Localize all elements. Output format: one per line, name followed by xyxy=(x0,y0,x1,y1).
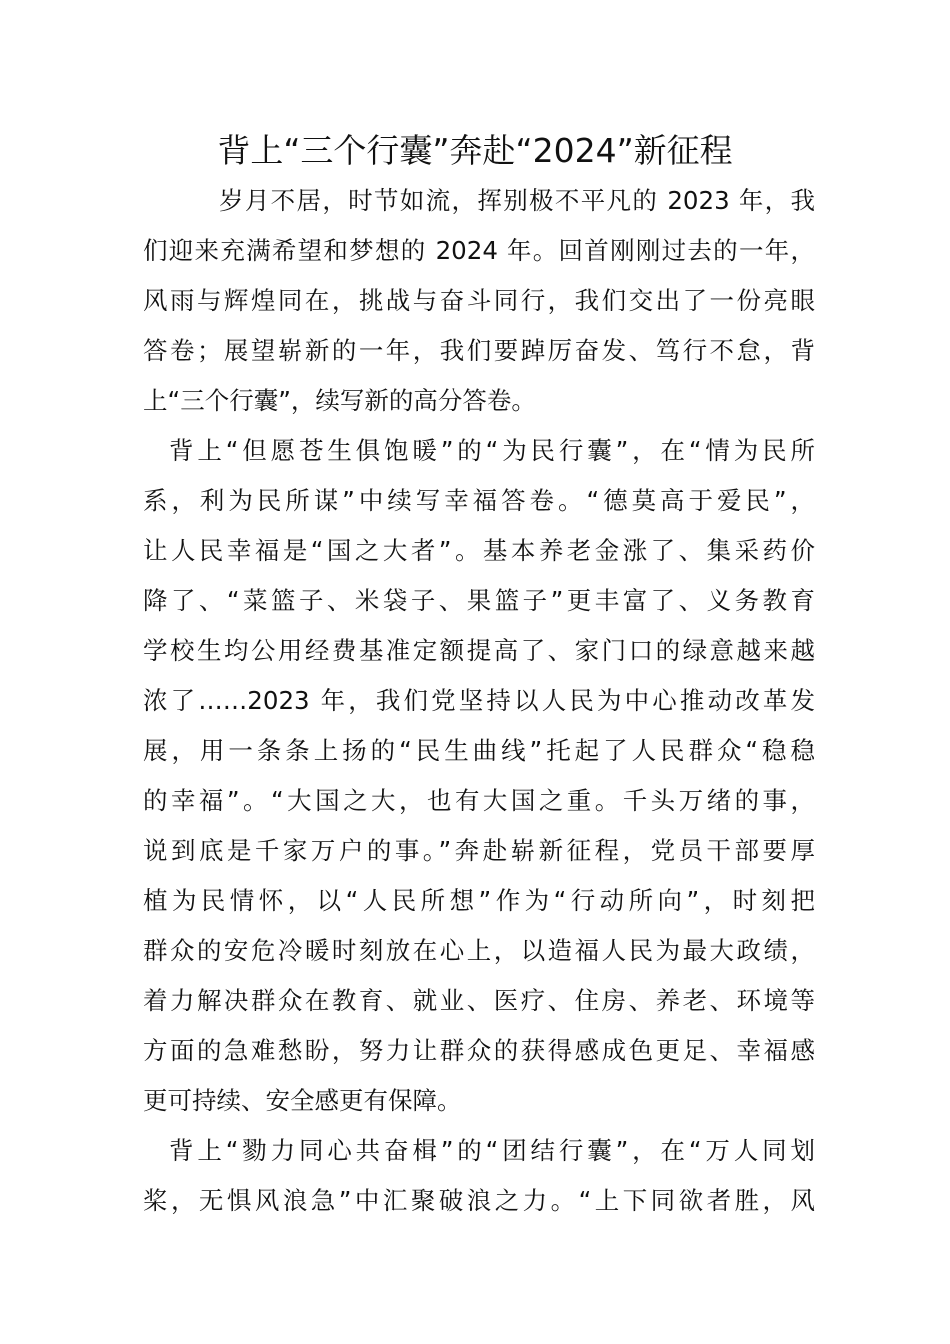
paragraph-line: 答卷；展望崭新的一年，我们要踔厉奋发、笃行不怠，背 xyxy=(143,336,815,365)
paragraph-line: 岁月不居，时节如流，挥别极不平凡的 2023 年，我 xyxy=(219,186,815,215)
paragraph-line: 学校生均公用经费基准定额提高了、家门口的绿意越来越 xyxy=(143,636,815,665)
paragraph-1 xyxy=(143,176,815,426)
paragraph-line: 展，用一条条上扬的“民生曲线”托起了人民群众“稳稳 xyxy=(143,736,815,765)
paragraph-line: 降了、“菜篮子、米袋子、果篮子”更丰富了、义务教育 xyxy=(143,586,815,615)
paragraph-line: 说到底是千家万户的事。”奔赴崭新征程，党员干部要厚 xyxy=(143,836,815,865)
paragraph-line: 桨，无惧风浪急”中汇聚破浪之力。“上下同欲者胜，风 xyxy=(143,1186,815,1215)
paragraph-line: 上“三个行囊”，续写新的高分答卷。 xyxy=(143,386,536,415)
document-title: 背上“三个行囊”奔赴“2024”新征程 xyxy=(217,131,733,170)
paragraph-line: 的幸福”。“大国之大，也有大国之重。千头万绪的事， xyxy=(143,786,815,815)
paragraph-line: 们迎来充满希望和梦想的 2024 年。回首刚刚过去的一年， xyxy=(143,236,815,265)
paragraph-line: 让人民幸福是“国之大者”。基本养老金涨了、集采药价 xyxy=(143,536,815,565)
paragraph-line: 植为民情怀，以“人民所想”作为“行动所向”，时刻把 xyxy=(143,886,815,915)
paragraph-line: 更可持续、安全感更有保障。 xyxy=(143,1086,462,1115)
paragraph-line: 背上“但愿苍生俱饱暖”的“为民行囊”，在“情为民所 xyxy=(169,436,815,465)
paragraph-line: 浓了……2023 年，我们党坚持以人民为中心推动改革发 xyxy=(143,686,815,715)
paragraph-line: 着力解决群众在教育、就业、医疗、住房、养老、环境等 xyxy=(143,986,815,1015)
paragraph-line: 方面的急难愁盼，努力让群众的获得感成色更足、幸福感 xyxy=(143,1036,815,1065)
paragraph-line: 系，利为民所谋”中续写幸福答卷。“德莫高于爱民”， xyxy=(143,486,815,515)
paragraph-2 xyxy=(143,426,815,1126)
paragraph-3 xyxy=(143,1126,815,1226)
paragraph-line: 风雨与辉煌同在，挑战与奋斗同行，我们交出了一份亮眼 xyxy=(143,286,815,315)
paragraph-line: 群众的安危冷暖时刻放在心上，以造福人民为最大政绩， xyxy=(143,936,815,965)
document-body xyxy=(143,176,815,1226)
paragraph-line: 背上“勠力同心共奋楫”的“团结行囊”，在“万人同划 xyxy=(169,1136,815,1165)
